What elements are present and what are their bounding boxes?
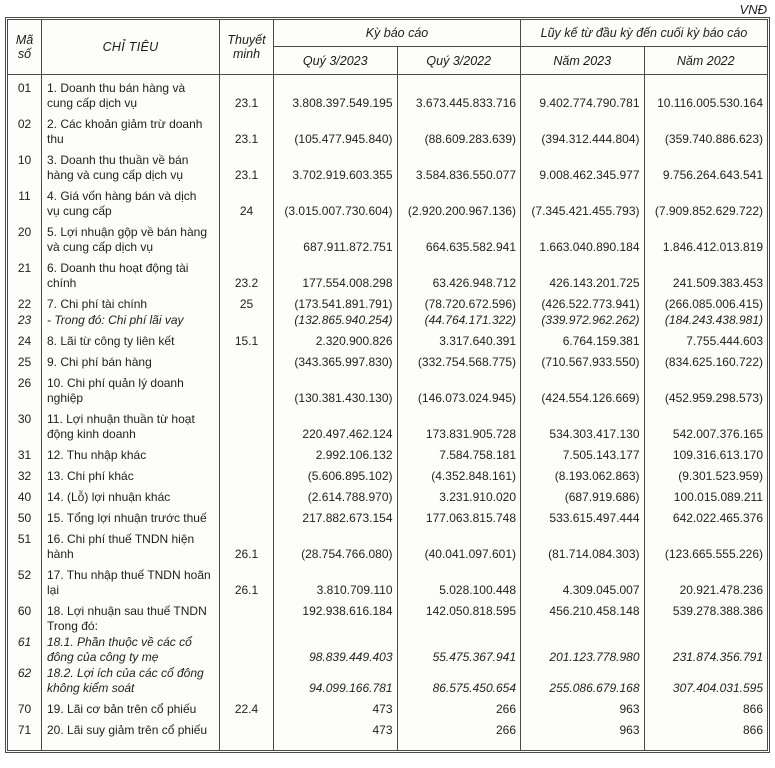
row-value-nam-2022: (7.909.852.629.722) <box>654 204 763 218</box>
row-value-nam-2023: 7.505.143.177 <box>521 442 645 463</box>
row-label: 9. Chi phí bán hàng <box>42 349 220 370</box>
row-value-quy-3-2022: 5.028.100.448 <box>398 562 522 598</box>
row-value-quy-3-2023: 217.882.673.154 <box>274 505 398 526</box>
row-value-nam-2022: (266.085.006.415) <box>664 297 763 311</box>
table-row <box>8 634 767 665</box>
row-label: 19. Lãi cơ bản trên cổ phiếu <box>42 696 220 717</box>
row-label: 17. Thu nhập thuế TNDN hoãn lại <box>42 562 220 598</box>
row-code: 24 <box>8 328 42 349</box>
row-code: 25 <box>8 349 42 370</box>
table-row <box>8 562 767 598</box>
row-value-nam-2023: 6.764.159.381 <box>521 328 645 349</box>
table-body <box>8 75 767 750</box>
row-note-ref <box>220 370 274 406</box>
row-value-quy-3-2022: 3.673.445.833.716 <box>398 75 522 111</box>
header-chi-tieu: CHỈ TIÊU <box>42 20 220 74</box>
header-group-ky-bao-cao <box>274 20 521 74</box>
row-value-nam-2023: 9.402.774.790.781 <box>521 75 645 111</box>
row-value-quy-3-2023: (105.477.945.840) <box>274 111 398 147</box>
row-note-ref: 26.1 <box>220 526 274 562</box>
row-label: 3. Doanh thu thuần về bán hàng và cung cấp dịch vụ <box>42 147 220 183</box>
header-thuyet-minh: Thuyết minh <box>220 20 274 74</box>
row-code: 51 <box>8 526 42 562</box>
row-note-ref: 24 <box>220 183 274 219</box>
row-value-quy-3-2023: 98.839.449.403 <box>274 634 398 665</box>
row-code: 23 <box>8 312 42 328</box>
row-value-nam-2022: 231.874.356.791 <box>672 650 763 664</box>
row-value-quy-3-2023: (132.865.940.254) <box>274 312 398 328</box>
row-value-nam-2022: (359.740.886.623) <box>664 132 763 146</box>
row-value-quy-3-2022: 173.831.905.728 <box>398 406 522 442</box>
row-value-quy-3-2023: (343.365.997.830) <box>274 349 398 370</box>
row-code: 70 <box>8 696 42 717</box>
table-row <box>8 349 767 370</box>
row-value-quy-3-2023: 3.702.919.603.355 <box>274 147 398 183</box>
row-label: 18. Lợi nhuận sau thuế TNDN Trong đó: <box>42 598 220 634</box>
row-value-quy-3-2023: 3.810.709.110 <box>274 562 398 598</box>
table-row <box>8 526 767 562</box>
row-label: - Trong đó: Chi phí lãi vay <box>42 312 220 328</box>
table-header <box>8 20 767 75</box>
row-value-nam-2022: 642.022.465.376 <box>672 511 763 525</box>
row-value-quy-3-2022: 266 <box>398 717 522 750</box>
row-value-nam-2023: 255.086.679.168 <box>521 665 645 696</box>
row-note-ref <box>220 349 274 370</box>
row-note-ref: 23.2 <box>220 255 274 291</box>
row-label: 6. Doanh thu hoạt động tài chính <box>42 255 220 291</box>
header-nam-2023: Năm 2023 <box>521 47 645 74</box>
table-row <box>8 219 767 255</box>
header-group-luy-ke <box>521 20 767 74</box>
row-note-ref: 23.1 <box>220 111 274 147</box>
table-row <box>8 147 767 183</box>
row-value-nam-2022: 542.007.376.165 <box>672 427 763 441</box>
row-code: 32 <box>8 463 42 484</box>
row-value-nam-2022: 9.756.264.643.541 <box>662 168 763 182</box>
row-label: 13. Chi phí khác <box>42 463 220 484</box>
row-value-quy-3-2022: 664.635.582.941 <box>398 219 522 255</box>
currency-unit-label: VNĐ <box>739 2 767 17</box>
row-value-quy-3-2023: (5.606.895.102) <box>274 463 398 484</box>
row-value-nam-2023: 963 <box>521 717 645 750</box>
row-label: 15. Tổng lợi nhuận trước thuế <box>42 505 220 526</box>
row-note-ref <box>220 219 274 255</box>
row-value-nam-2023: 201.123.778.980 <box>521 634 645 665</box>
row-value-nam-2023: (710.567.933.550) <box>521 349 645 370</box>
row-value-nam-2023: 4.309.045.007 <box>521 562 645 598</box>
row-value-quy-3-2022: 7.584.758.181 <box>398 442 522 463</box>
row-value-quy-3-2023: 3.808.397.549.195 <box>274 75 398 111</box>
row-value-nam-2023: 426.143.201.725 <box>521 255 645 291</box>
row-value-nam-2023: (81.714.084.303) <box>521 526 645 562</box>
row-value-nam-2022: (452.959.298.573) <box>664 391 763 405</box>
table-row <box>8 111 767 147</box>
row-code: 50 <box>8 505 42 526</box>
row-value-nam-2023: 9.008.462.345.977 <box>521 147 645 183</box>
row-label: 8. Lãi từ công ty liên kết <box>42 328 220 349</box>
row-note-ref: 25 <box>220 291 274 312</box>
row-value-quy-3-2022: (146.073.024.945) <box>398 370 522 406</box>
table-row <box>8 291 767 312</box>
table-row <box>8 255 767 291</box>
row-value-nam-2022: (9.301.523.959) <box>678 469 763 483</box>
table-row <box>8 370 767 406</box>
row-value-quy-3-2023: 177.554.008.298 <box>274 255 398 291</box>
row-note-ref: 22.4 <box>220 696 274 717</box>
row-value-quy-3-2023: 473 <box>274 696 398 717</box>
header-luy-ke: Lũy kế từ đầu kỳ đến cuối kỳ báo cáo <box>521 20 767 47</box>
row-value-quy-3-2023: 473 <box>274 717 398 750</box>
row-value-nam-2022: 20.921.478.236 <box>679 583 763 597</box>
row-note-ref <box>220 598 274 634</box>
row-value-nam-2023: (339.972.962.262) <box>521 312 645 328</box>
header-ky-bao-cao: Kỳ báo cáo <box>274 20 520 47</box>
table-row <box>8 312 767 328</box>
row-value-nam-2023: (8.193.062.863) <box>521 463 645 484</box>
row-label: 12. Thu nhập khác <box>42 442 220 463</box>
row-note-ref <box>220 312 274 328</box>
row-value-nam-2022: 10.116.005.530.164 <box>657 96 763 110</box>
table-row <box>8 717 767 750</box>
row-value-quy-3-2023: 192.938.616.184 <box>274 598 398 634</box>
row-code: 20 <box>8 219 42 255</box>
table-row <box>8 442 767 463</box>
row-value-nam-2022: 109.316.613.170 <box>672 448 763 462</box>
row-value-nam-2022: 100.015.089.211 <box>673 490 763 504</box>
row-code: 31 <box>8 442 42 463</box>
row-value-quy-3-2023: 94.099.166.781 <box>274 665 398 696</box>
table-row <box>8 665 767 696</box>
row-value-nam-2022: (123.665.555.226) <box>664 547 763 561</box>
row-label: 7. Chi phí tài chính <box>42 291 220 312</box>
row-code: 60 <box>8 598 42 634</box>
row-note-ref <box>220 484 274 505</box>
row-label: 1. Doanh thu bán hàng và cung cấp dịch vụ <box>42 75 220 111</box>
row-code: 02 <box>8 111 42 147</box>
row-label: 20. Lãi suy giảm trên cổ phiếu <box>42 717 220 750</box>
row-value-quy-3-2022: (332.754.568.775) <box>398 349 522 370</box>
row-value-nam-2023: 1.663.040.890.184 <box>521 219 645 255</box>
row-value-nam-2023: (394.312.444.804) <box>521 111 645 147</box>
row-value-quy-3-2022: 63.426.948.712 <box>398 255 522 291</box>
row-value-quy-3-2022: 3.231.910.020 <box>398 484 522 505</box>
table-row <box>8 505 767 526</box>
header-nam-2022: Năm 2022 <box>676 53 735 68</box>
row-label: 14. (Lỗ) lợi nhuận khác <box>42 484 220 505</box>
row-value-quy-3-2023: (173.541.891.791) <box>274 291 398 312</box>
row-label: 18.2. Lợi ích của các cổ đông không kiểm soát <box>42 665 220 696</box>
row-code: 26 <box>8 370 42 406</box>
row-label: 16. Chi phí thuế TNDN hiện hành <box>42 526 220 562</box>
row-value-quy-3-2023: 2.320.900.826 <box>274 328 398 349</box>
row-note-ref <box>220 634 274 665</box>
row-value-quy-3-2023: 687.911.872.751 <box>274 219 398 255</box>
table-row <box>8 696 767 717</box>
row-code: 10 <box>8 147 42 183</box>
row-code: 22 <box>8 291 42 312</box>
row-value-quy-3-2022: 55.475.367.941 <box>398 634 522 665</box>
row-label: 18.1. Phần thuộc về các cổ đông của công ty mẹ <box>42 634 220 665</box>
row-value-quy-3-2022: (78.720.672.596) <box>398 291 522 312</box>
table-row <box>8 484 767 505</box>
row-code: 62 <box>8 665 42 696</box>
row-label: 11. Lợi nhuận thuần từ hoạt động kinh doanh <box>42 406 220 442</box>
row-value-quy-3-2022: 3.584.836.550.077 <box>398 147 522 183</box>
row-value-nam-2022: 539.278.388.386 <box>672 604 763 618</box>
row-note-ref <box>220 505 274 526</box>
row-value-quy-3-2023: 220.497.462.124 <box>274 406 398 442</box>
row-code: 61 <box>8 634 42 665</box>
header-quy-3-2022: Quý 3/2022 <box>426 53 492 68</box>
row-code: 11 <box>8 183 42 219</box>
row-code: 40 <box>8 484 42 505</box>
row-value-nam-2022: 866 <box>742 723 763 737</box>
row-code: 21 <box>8 255 42 291</box>
row-value-nam-2022: 1.846.412.013.819 <box>662 240 763 254</box>
row-value-quy-3-2022: (40.041.097.601) <box>398 526 522 562</box>
row-label: 10. Chi phí quản lý doanh nghiệp <box>42 370 220 406</box>
row-value-nam-2022: 307.404.031.595 <box>672 681 763 695</box>
row-value-nam-2023: 533.615.497.444 <box>521 505 645 526</box>
row-note-ref: 23.1 <box>220 75 274 111</box>
row-value-quy-3-2022: (2.920.200.967.136) <box>398 183 522 219</box>
row-note-ref <box>220 442 274 463</box>
row-value-nam-2023: (687.919.686) <box>521 484 645 505</box>
row-value-quy-3-2023: (28.754.766.080) <box>274 526 398 562</box>
row-value-nam-2022: 241.509.383.453 <box>672 276 763 290</box>
row-value-quy-3-2022: 142.050.818.595 <box>398 598 522 634</box>
row-value-quy-3-2022: 266 <box>398 696 522 717</box>
row-value-quy-3-2022: 3.317.640.391 <box>398 328 522 349</box>
header-quy-3-2023: Quý 3/2023 <box>274 47 398 74</box>
table-row <box>8 328 767 349</box>
row-value-quy-3-2022: 86.575.450.654 <box>398 665 522 696</box>
row-value-nam-2023: 534.303.417.130 <box>521 406 645 442</box>
table-row <box>8 183 767 219</box>
row-note-ref <box>220 665 274 696</box>
table-row <box>8 406 767 442</box>
header-ma-so: Mã số <box>8 20 42 74</box>
row-value-quy-3-2023: (3.015.007.730.604) <box>274 183 398 219</box>
row-value-quy-3-2023: (130.381.430.130) <box>274 370 398 406</box>
row-note-ref <box>220 463 274 484</box>
row-value-nam-2022: (184.243.438.981) <box>664 313 763 327</box>
row-value-quy-3-2022: (4.352.848.161) <box>398 463 522 484</box>
row-note-ref <box>220 717 274 750</box>
row-note-ref <box>220 406 274 442</box>
row-value-quy-3-2022: 177.063.815.748 <box>398 505 522 526</box>
row-value-nam-2023: 456.210.458.148 <box>521 598 645 634</box>
row-code: 52 <box>8 562 42 598</box>
table-row <box>8 463 767 484</box>
row-code: 01 <box>8 75 42 111</box>
row-note-ref: 26.1 <box>220 562 274 598</box>
row-value-quy-3-2023: (2.614.788.970) <box>274 484 398 505</box>
row-value-nam-2023: (426.522.773.941) <box>521 291 645 312</box>
row-label: 5. Lợi nhuận gộp về bán hàng và cung cấp dịch vụ <box>42 219 220 255</box>
row-value-nam-2022: 866 <box>742 702 763 716</box>
table-row <box>8 75 767 111</box>
row-value-nam-2023: 963 <box>521 696 645 717</box>
row-value-nam-2022: 7.755.444.603 <box>686 334 763 348</box>
row-label: 2. Các khoản giảm trừ doanh thu <box>42 111 220 147</box>
row-note-ref: 15.1 <box>220 328 274 349</box>
row-code: 71 <box>8 717 42 750</box>
row-note-ref: 23.1 <box>220 147 274 183</box>
row-value-nam-2023: (7.345.421.455.793) <box>521 183 645 219</box>
row-value-quy-3-2022: (88.609.283.639) <box>398 111 522 147</box>
income-statement-table <box>5 17 770 753</box>
table-row <box>8 598 767 634</box>
row-code: 30 <box>8 406 42 442</box>
row-value-nam-2023: (424.554.126.669) <box>521 370 645 406</box>
row-value-quy-3-2023: 2.992.106.132 <box>274 442 398 463</box>
row-value-nam-2022: (834.625.160.722) <box>664 355 763 369</box>
row-value-quy-3-2022: (44.764.171.322) <box>398 312 522 328</box>
row-label: 4. Giá vốn hàng bán và dịch vụ cung cấp <box>42 183 220 219</box>
